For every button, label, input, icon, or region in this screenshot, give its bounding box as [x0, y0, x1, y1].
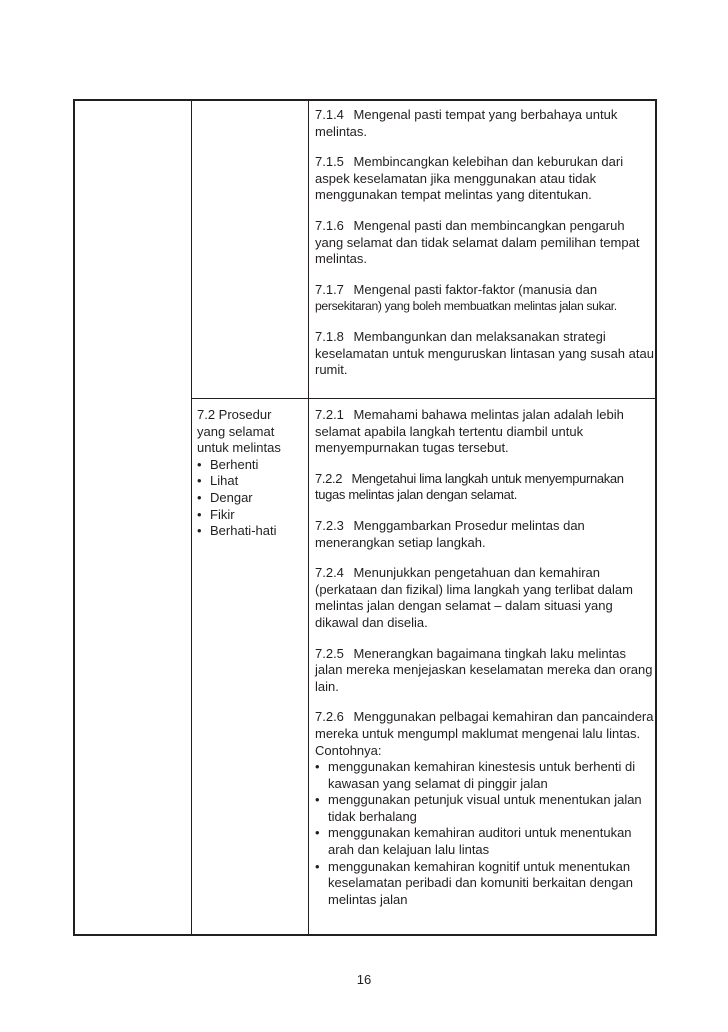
standard-item: 7.1.6 Mengenal pasti dan membincangkan pengaruh yang selamat dan tidak selamat dalam pemilihan tempat melintas.: [315, 217, 640, 267]
example-bullets: [315, 759, 655, 908]
step-item: • Berhati-hati: [197, 523, 277, 539]
example-bullet: • menggunakan kemahiran auditori untuk menentukan arah dan kelajuan lalu lintas: [315, 825, 632, 858]
content-standard-7-2: [197, 407, 305, 540]
standard-item: 7.1.7 Mengenal pasti faktor-faktor (manusia dan persekitaran) yang boleh membuatkan melintas jalan sukar.: [315, 281, 617, 314]
example-bullet: • menggunakan kemahiran kognitif untuk menentukan keselamatan peribadi dan komuniti berkaitan dengan melintas jalan: [315, 858, 633, 907]
column-divider-2: [308, 101, 309, 934]
learning-standards-7-2: [315, 407, 655, 908]
step-item: • Fikir: [197, 506, 235, 522]
standard-item: 7.2.4 Menunjukkan pengetahuan dan kemahiran (perkataan dan fizikal) lima langkah yang terlibat dalam melintas jalan dengan selamat – dalam situasi yang dikawal dan diselia.: [315, 565, 633, 630]
step-item: • Berhenti: [197, 456, 259, 472]
standard-item: 7.2.2 Mengetahui lima langkah untuk menyempurnakan tugas melintas jalan dengan selamat.: [315, 470, 624, 503]
standard-item: 7.2.3 Menggambarkan Prosedur melintas dan menerangkan setiap langkah.: [315, 517, 585, 550]
row-divider-mid: [191, 398, 308, 399]
standard-item: 7.2.1 Memahami bahawa melintas jalan adalah lebih selamat apabila langkah tertentu diambil untuk menyempurnakan tugas tersebut.: [315, 407, 624, 456]
step-item: • Dengar: [197, 489, 253, 505]
content-title-line: 7.2 Prosedur: [197, 407, 272, 422]
standard-item: 7.1.4 Mengenal pasti tempat yang berbahaya untuk melintas.: [315, 107, 618, 139]
content-title-line: untuk melintas: [197, 440, 281, 456]
standard-item: 7.1.5 Membincangkan kelebihan dan keburukan dari aspek keselamatan jika menggunakan atau tidak menggunakan tempat melintas yang ditentukan.: [315, 154, 624, 203]
procedure-steps: [197, 457, 305, 540]
standard-item: 7.2.5 Menerangkan bagaimana tingkah laku melintas jalan mereka menjejaskan keselamatan mereka dan orang lain.: [315, 645, 653, 694]
page-number: 16: [356, 972, 372, 987]
example-bullet: • menggunakan kemahiran kinestesis untuk berhenti di kawasan yang selamat di pinggir jalan: [315, 759, 636, 791]
row-divider: [308, 398, 655, 399]
curriculum-table: [73, 99, 657, 936]
column-divider-1: [191, 101, 192, 934]
step-item: • Lihat: [197, 473, 239, 489]
learning-standards-7-1: [315, 107, 655, 393]
standard-item: 7.2.6 Menggunakan pelbagai kemahiran dan pancaindera mereka untuk mengumpl maklumat mengenai lalu lintas. Contohnya: • menggunakan kemahiran kinestesis untuk berhenti di kawasan yang selamat di pinggir jalan • menggunakan petunjuk visual untuk menentukan jalan tidak berhalang • menggunakan kemahiran auditori untuk menentukan arah dan kelajuan lalu lintas • menggunakan kemahiran kognitif untuk menentukan keselamatan peribadi dan komuniti berkaitan dengan melintas jalan: [315, 709, 654, 907]
example-bullet: • menggunakan petunjuk visual untuk menentukan jalan tidak berhalang: [315, 792, 642, 824]
content-title-line: yang selamat: [197, 423, 275, 439]
standard-item: 7.1.8 Membangunkan dan melaksanakan strategi keselamatan untuk menguruskan lintasan yang susah atau rumit.: [315, 328, 654, 378]
